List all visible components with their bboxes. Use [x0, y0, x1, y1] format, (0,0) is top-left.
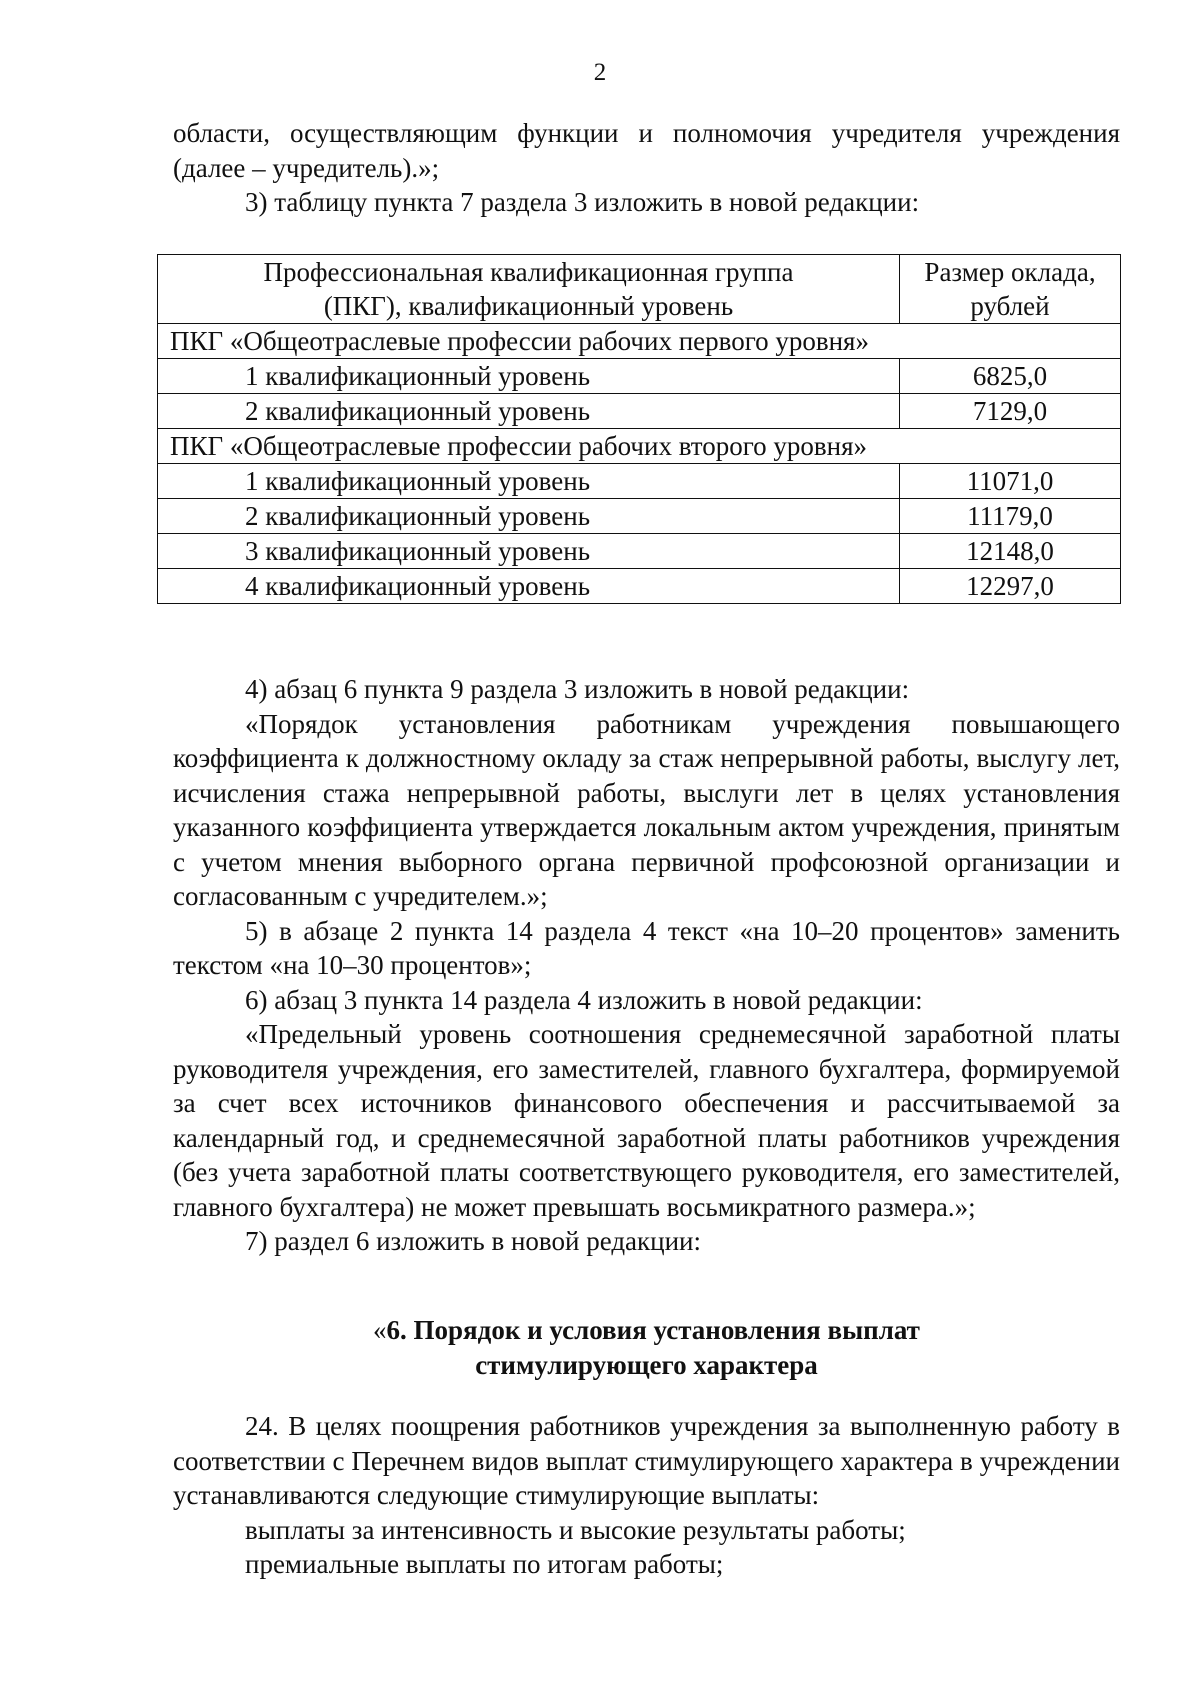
salary-value-cell: 7129,0 — [900, 394, 1121, 429]
table-row — [158, 394, 1121, 429]
section-6-body — [173, 1409, 1120, 1582]
header-salary-cell — [900, 255, 1121, 324]
header-group-line-1: Профессиональная квалификационная группа — [263, 257, 794, 287]
page-number: 2 — [593, 59, 607, 86]
intro-block — [173, 116, 1120, 220]
item-3-text: 3) таблицу пункта 7 раздела 3 изложить в новой редакции: — [245, 187, 920, 217]
amendments-block — [173, 672, 1120, 1259]
table-group-row — [158, 429, 1121, 464]
group-1-title: ПКГ «Общеотраслевые профессии рабочих первого уровня» — [158, 324, 1121, 359]
list-item: премиальные выплаты по итогам работы; — [245, 1549, 724, 1579]
intro-line-2: (далее – учредитель).»; — [173, 152, 440, 183]
paragraph-24: 24. В целях поощрения работников учреждения за выполненную работу в соответствии с Перечнем видов выплат стимулирующего характера в учреждении устанавливаются следующие стимулирующие выплаты: — [173, 1411, 1120, 1510]
salary-value-cell: 12297,0 — [900, 569, 1121, 604]
list-item: выплаты за интенсивность и высокие результаты работы; — [245, 1514, 906, 1545]
level-cell: 3 квалификационный уровень — [158, 534, 900, 569]
salary-value-cell: 11071,0 — [900, 464, 1121, 499]
table-row — [158, 534, 1121, 569]
salary-value-cell: 6825,0 — [900, 359, 1121, 394]
group-2-title: ПКГ «Общеотраслевые профессии рабочих второго уровня» — [158, 429, 1121, 464]
header-group-line-2: (ПКГ), квалификационный уровень — [323, 291, 734, 321]
salary-table — [157, 254, 1121, 604]
table-row — [158, 359, 1121, 394]
level-cell: 4 квалификационный уровень — [158, 569, 900, 604]
item-5-text: 5) в абзаце 2 пункта 14 раздела 4 текст «на 10–20 процентов» заменить текстом «на 10–30 процентов»; — [173, 915, 1120, 980]
table-row — [158, 569, 1121, 604]
opening-quote-mark: « — [373, 1315, 387, 1345]
salary-value-cell: 12148,0 — [900, 534, 1121, 569]
header-salary-line-1: Размер оклада, — [924, 257, 1096, 287]
table-group-row — [158, 324, 1121, 359]
level-cell: 1 квалификационный уровень — [158, 359, 900, 394]
item-7-text: 7) раздел 6 изложить в новой редакции: — [245, 1226, 702, 1256]
table-row — [158, 464, 1121, 499]
header-salary-line-2: рублей — [970, 291, 1050, 321]
level-cell: 2 квалификационный уровень — [158, 499, 900, 534]
item-4-quote: «Порядок установления работникам учреждения повышающего коэффициента к должностному окладу за стаж непрерывной работы, выслугу лет, исчисления стажа непрерывной работы, выслуги лет в целях установления указанного коэффициента утверждается локальным актом учреждения, принятым с учетом мнения выборного органа первичной профсоюзной организации и согласованным с учредителем.»; — [173, 708, 1120, 911]
level-cell: 2 квалификационный уровень — [158, 394, 900, 429]
section-6-heading-line-1 — [173, 1313, 1120, 1348]
item-6-quote: «Предельный уровень соотношения среднемесячной заработной платы руководителя учреждения, его заместителей, главного бухгалтера, формируемой за счет всех источников финансового обеспечения и рассчитываемой за календарный год, и среднемесячной заработной платы работников учреждения (без учета заработной платы соответствующего руководителя, его заместителей, главного бухгалтера) не может превышать восьмикратного размера.»; — [173, 1019, 1120, 1222]
level-cell: 1 квалификационный уровень — [158, 464, 900, 499]
salary-value-cell: 11179,0 — [900, 499, 1121, 534]
intro-line-1: области, осуществляющим функции и полномочия учредителя учреждения — [173, 118, 1120, 148]
item-4-text: 4) абзац 6 пункта 9 раздела 3 изложить в новой редакции: — [245, 674, 910, 704]
item-6-text: 6) абзац 3 пункта 14 раздела 4 изложить в новой редакции: — [245, 984, 923, 1015]
header-group-cell — [158, 255, 900, 324]
section-6-heading-text-1: 6. Порядок и условия установления выплат — [386, 1315, 920, 1345]
section-6-heading-line-2: стимулирующего характера — [475, 1350, 818, 1380]
table-header-row — [158, 255, 1121, 324]
table-row — [158, 499, 1121, 534]
section-6-heading — [173, 1313, 1120, 1383]
